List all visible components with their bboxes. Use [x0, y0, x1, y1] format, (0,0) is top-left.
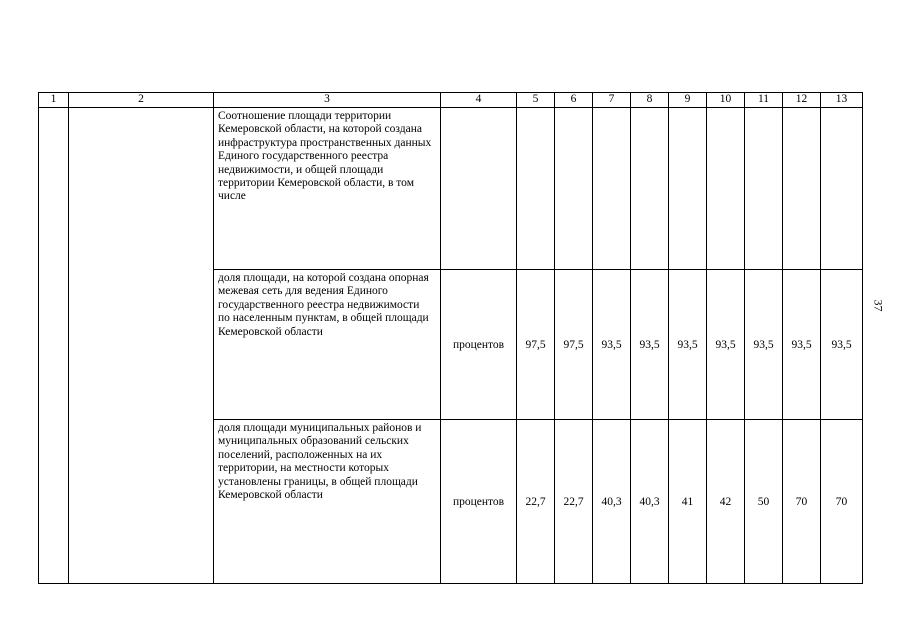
value-cell: 22,7	[555, 420, 593, 584]
value-cell: 41	[669, 420, 707, 584]
indicator-text: доля площади муниципальных районов и муниципальных образований сельских поселений, расположенных на их территории, на местности которых установлены границы, в общей площади Кемеровской области	[214, 420, 441, 584]
value-cell	[745, 108, 783, 270]
value-cell: 97,5	[517, 270, 555, 420]
header-cell: 2	[69, 93, 214, 108]
col2-cell	[69, 108, 214, 584]
header-cell: 11	[745, 93, 783, 108]
header-cell: 1	[39, 93, 69, 108]
value-cell: 93,5	[821, 270, 863, 420]
value-cell	[631, 108, 669, 270]
value-cell	[517, 108, 555, 270]
value-cell	[821, 108, 863, 270]
value-cell	[669, 108, 707, 270]
value-cell: 40,3	[631, 420, 669, 584]
value-cell: 93,5	[631, 270, 669, 420]
value-cell: 70	[821, 420, 863, 584]
value-cell: 42	[707, 420, 745, 584]
header-cell: 12	[783, 93, 821, 108]
header-cell: 8	[631, 93, 669, 108]
header-cell: 13	[821, 93, 863, 108]
value-cell: 93,5	[783, 270, 821, 420]
table-row	[39, 108, 863, 270]
unit-cell: процентов	[441, 270, 517, 420]
indicator-text: доля площади, на которой создана опорная межевая сеть для ведения Единого государственного реестра недвижимости по населенным пунктам, в общей площади Кемеровской области	[214, 270, 441, 420]
value-cell: 93,5	[593, 270, 631, 420]
value-cell: 50	[745, 420, 783, 584]
value-cell: 40,3	[593, 420, 631, 584]
indicator-text: Соотношение площади территории Кемеровской области, на которой создана инфраструктура пространственных данных Единого государственного реестра недвижимости, и общей площади территории Кемеровской области, в том числе	[214, 108, 441, 270]
header-row	[39, 93, 863, 108]
value-cell	[783, 108, 821, 270]
col1-cell	[39, 108, 69, 584]
header-cell: 7	[593, 93, 631, 108]
value-cell: 93,5	[745, 270, 783, 420]
unit-cell	[441, 108, 517, 270]
header-cell: 3	[214, 93, 441, 108]
value-cell: 93,5	[669, 270, 707, 420]
value-cell	[707, 108, 745, 270]
value-cell	[555, 108, 593, 270]
header-cell: 10	[707, 93, 745, 108]
value-cell: 97,5	[555, 270, 593, 420]
value-cell: 22,7	[517, 420, 555, 584]
header-cell: 6	[555, 93, 593, 108]
page-number: 37	[871, 299, 886, 312]
header-cell: 4	[441, 93, 517, 108]
value-cell	[593, 108, 631, 270]
header-cell: 9	[669, 93, 707, 108]
header-cell: 5	[517, 93, 555, 108]
unit-cell: процентов	[441, 420, 517, 584]
indicators-table	[38, 92, 863, 584]
value-cell: 93,5	[707, 270, 745, 420]
value-cell: 70	[783, 420, 821, 584]
